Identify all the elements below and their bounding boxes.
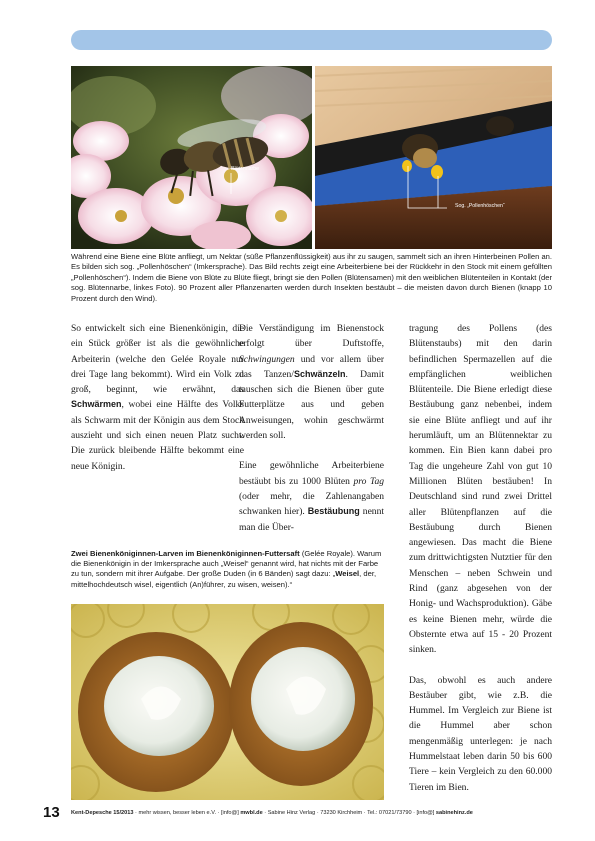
header-banner (71, 30, 552, 50)
footer-magazine: Kent-Depesche 15/2013 (71, 810, 134, 816)
col2-text-a: Die Verständigung im Bienenstock erfolgt über Duftstoffe, (239, 323, 384, 350)
col2-text-b: und vor allem über das Tanzen/ (239, 353, 384, 380)
col1-text-b: , wobei eine Hälfte des Volks als Schwarm mit der Königin aus dem Stock auszieht und sich einen neuen Platz sucht. Die zurück bleibende Hälfte bekommt eine neue Königin. (71, 399, 244, 472)
footer-text-1: · mehr wissen, besser leben e.V. · [info@] (133, 810, 241, 816)
footer-site-2: sabinehinz.de (435, 810, 473, 816)
larva-caption (71, 549, 383, 590)
column-3-paragraph-1: tragung des Pollens (des Blütenstaubs) mit den darin befindlichen Spermazellen auf die empfänglichen weiblichen Blütenteile. Die Biene erledigt diese Bestäubung ganz nebenbei, indem sie eine Blüte anfliegt und auf ihr herumläuft, um an Blütennektar zu kommen. Ein Bien kann dabei pro Tag die ungeheure Zahl von gut 10 Millionen Blüten bestäuben! In Deutschland sind rund zwei Drittel aller Blütenpflanzen auf die Bestäubung durch Bienen angewiesen. Das macht die Biene zum drittwichtigsten Nutztier für den Menschen – neben Schwein und Rind (ganz abgesehen von der Honig- und Wachsproduktion). Gäbe es keine Bienen mehr, würde die Obsternte etwa auf 15 - 20 Prozent sinken. (409, 323, 552, 656)
larva-caption-text-1: (Gelée Royale). Warum die Bienenkönigin in der Imkersprache auch „Weisel“ genannt wird, hat nichts mit der Farbe zu tun, sondern mit ihrer Aufgabe. Der große Duden (in 6 Bänden) sagt dazu: „ (71, 549, 382, 579)
column-3-paragraph-2: Das, obwohl es auch andere Bestäuber gibt, wie z.B. die Hummel. Im Vergleich zur Biene ist die Hummel aber schon mengenmäßig unterlegen: je nach Hummelstaat leben darin 50 bis 600 Tiere – kein Vergleich zu den 60.000 Tieren im Bien. (409, 674, 552, 793)
col1-text-a: So entwickelt sich eine Bienenkönigin, die ein Stück größer ist als die gewöhnliche Arbeiterin (welche den Gelée Royale nur drei Tage lang bekommt). Wird ein Volk zu groß, beginnt, wie erwähnt, das (71, 323, 244, 396)
col2-bold-2: Bestäubung (307, 506, 360, 517)
col2-text-f: nennt man die Über- (239, 506, 385, 533)
larva-caption-title: Zwei Bienenköniginnen-Larven im Bienenköniginnen-Futtersaft (71, 549, 300, 558)
text-column-1 (71, 321, 244, 474)
column-1-paragraph (71, 321, 244, 474)
photo-caption: Während eine Biene eine Blüte anfliegt, um Nektar (süße Pflanzenflüssigkeit) aus ihr zu saugen, sammelt sich an ihren Hinterbeinen Pollen an. Es bilden sich sog. „Pollenhöschen“ (Imkersprache). Das Bild rechts zeigt eine Arbeiterbiene bei der Rückkehr in den Stock mit einem gefüllten „Pollenhöschen“). Indem die Biene von Blüte zu Blüte fliegt, bringt sie den Pollen (Blütensamen) mit den weiblichen Blütenteilen in Kontakt (der sog. Blütennarbe, linkes Foto). 90 Prozent aller Pflanzenarten werden durch Insekten bestäubt – die meisten davon durch Bienen (knapp 10 Prozent durch den Wind). (71, 252, 552, 303)
footer-line (71, 810, 556, 816)
bee-hive-entrance-photo (315, 66, 552, 249)
col1-bold-term: Schwärmen (71, 399, 122, 410)
footer-site-1: mwbl.de (240, 810, 263, 816)
col2-italic-1: Schwingungen (239, 353, 295, 365)
col2-text-c: . Damit tauschen sich die Bienen über gute Futterplätze aus und geben Anweisungen, wohin geschwärmt werden soll. (239, 368, 384, 442)
col2-italic-2: pro Tag (353, 475, 384, 487)
text-column-3 (409, 321, 552, 795)
footer-text-2: · Sabine Hinz Verlag · 73230 Kirchheim · Tel.: 07021/73790 · [info@] (262, 810, 436, 816)
bee-on-blossom-photo (71, 66, 312, 249)
col2-text-e: (oder mehr, die Zahlenangaben schwanken hier). (239, 490, 384, 518)
stigma-label: Blütennarbe (231, 166, 259, 172)
text-column-2 (239, 321, 384, 535)
larva-caption-bold-2: Weisel (335, 569, 360, 579)
queen-larvae-photo (71, 604, 384, 800)
larva-caption-text-2: , der, mittelhochdeutsch wisel, eigentlich (An)führer, zu wisen, weisen).“ (71, 569, 377, 589)
col2-text-d: Eine gewöhnliche Arbeiterbiene bestäubt bis zu 1000 Blüten (239, 460, 384, 487)
column-2-paragraph-2 (239, 458, 384, 534)
page-number: 13 (43, 804, 60, 821)
col2-bold-1: Schwänzeln (293, 368, 346, 379)
column-2-paragraph-1 (239, 321, 384, 443)
pollen-basket-label: Sog. „Pollenhöschen“ (455, 203, 505, 209)
